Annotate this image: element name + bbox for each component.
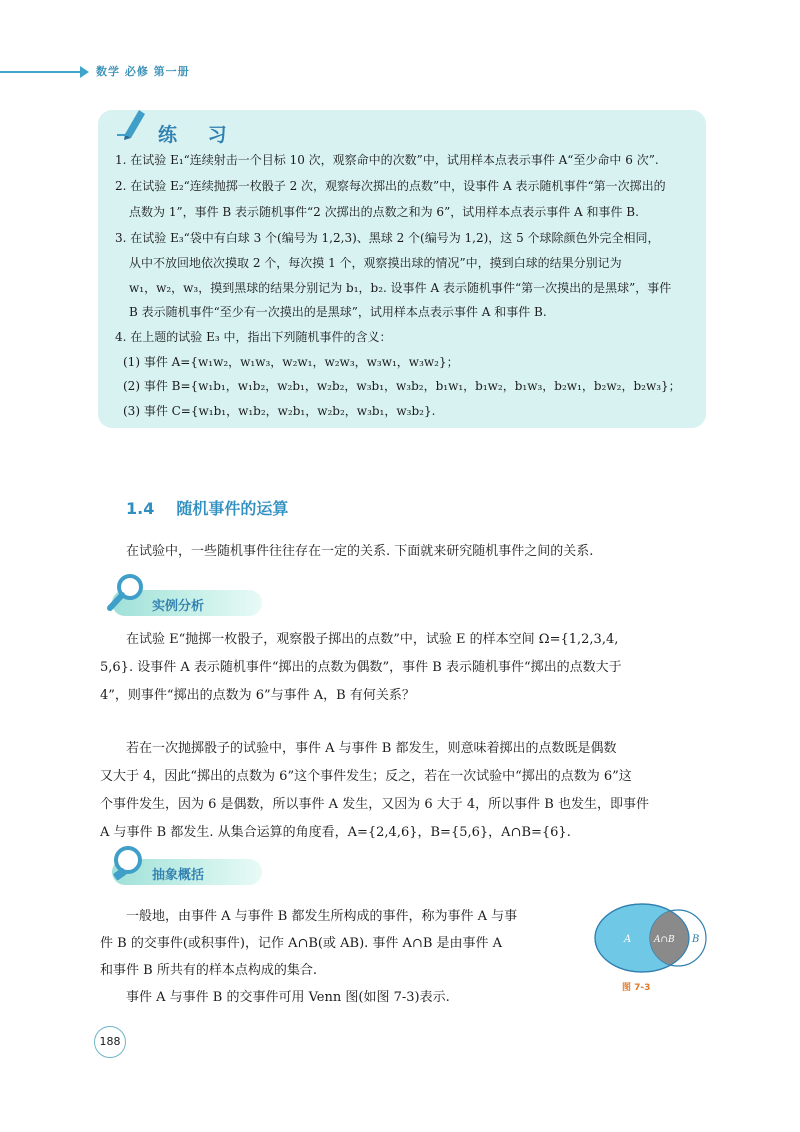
example-line: 5,6}. 设事件 A 表示随机事件“掷出的点数为偶数”，事件 B 表示随机事件“掷出的点数大于 [100,660,622,675]
venn-diagram [592,898,716,978]
magnifier-icon [104,570,148,614]
exercise-line: w₁，w₂，w₃，摸到黑球的结果分别记为 b₁，b₂. 设事件 A 表示随机事件“第一次摸出的是黑球”，事件 [129,281,672,295]
analysis-line: 若在一次抛掷骰子的试验中，事件 A 与事件 B 都发生，则意味着掷出的点数既是偶数 [126,741,617,756]
definition-line: 和事件 B 所共有的样本点构成的集合. [100,963,317,978]
definition-line: 一般地，由事件 A 与事件 B 都发生所构成的事件，称为事件 A 与事 [126,909,518,924]
page-number: 188 [94,1026,126,1058]
section-heading [126,496,310,519]
example-line: 在试验 E“抛掷一枚骰子，观察骰子掷出的点数”中，试验 E 的样本空间 Ω={1,2,3,4, [126,632,619,647]
example-line: 4”，则事件“掷出的点数为 6”与事件 A，B 有何关系？ [100,688,415,703]
intro-paragraph: 在试验中，一些随机事件往往存在一定的关系. 下面就来研究随机事件之间的关系. [126,544,594,559]
definition-line: 事件 A 与事件 B 的交事件可用 Venn 图(如图 7-3)表示. [126,990,450,1005]
venn-label-b: B [692,934,700,945]
pen-icon [115,104,151,140]
exercise-line: (2) 事件 B={w₁b₁，w₁b₂，w₂b₁，w₂b₂，w₃b₁，w₃b₂，b₁w₁，b₁w₂，b₁w₃，b₂w₁，b₂w₂，b₂w₃}； [123,379,681,393]
exercise-line: 从中不放回地依次摸取 2 个，每次摸 1 个，观察摸出球的情况”中，摸到白球的结果分别记为 [129,256,622,270]
exercise-line: 3. 在试验 E₃“袋中有白球 3 个(编号为 1,2,3)、黑球 2 个(编号为 1,2)，这 5 个球除颜色外完全相同， [115,231,660,245]
exercise-line: 1. 在试验 E₁“连续射击一个目标 10 次，观察命中的次数”中，试用样本点表示事件 A“至少命中 6 次”. [115,153,659,167]
exercise-line: (3) 事件 C={w₁b₁，w₁b₂，w₂b₁，w₂b₂，w₃b₁，w₃b₂}. [123,404,436,418]
exercise-line: 4. 在上题的试验 E₃ 中，指出下列随机事件的含义： [115,330,392,344]
figure-caption: 图 7-3 [622,983,651,993]
exercise-line: 2. 在试验 E₂“连续抛掷一枚骰子 2 次，观察每次掷出的点数”中，设事件 A 表示随机事件“第一次掷出的 [115,179,666,193]
exercise-line: 点数为 1”，事件 B 表示随机事件“2 次掷出的点数之和为 6”，试用样本点表示事件 A 和事件 B. [129,205,639,219]
venn-label-ab: A∩B [654,935,675,945]
section-title: 随机事件的运算 [176,499,289,518]
header-arrow-icon [80,66,89,78]
analysis-line: 个事件发生，因为 6 是偶数，所以事件 A 发生，又因为 6 大于 4，所以事件 B 也发生，即事件 [100,797,649,812]
example-label: 实例分析 [152,599,205,614]
lightbulb-icon [104,842,148,886]
section-number: 1.4 [126,499,155,518]
header-rule [0,71,82,73]
abstract-label: 抽象概括 [152,868,205,883]
exercise-line: B 表示随机事件“至少有一次摸出的是黑球”，试用样本点表示事件 A 和事件 B. [129,305,547,319]
running-title: 数学 必修 第一册 [96,65,190,78]
definition-line: 件 B 的交事件(或积事件)，记作 A∩B(或 AB). 事件 A∩B 是由事件 A [100,936,503,951]
venn-label-a: A [624,934,632,945]
analysis-line: A 与事件 B 都发生. 从集合运算的角度看，A={2,4,6}，B={5,6}，A∩B={6}. [100,825,571,840]
analysis-line: 又大于 4，因此“掷出的点数为 6”这个事件发生；反之，若在一次试验中“掷出的点数为 6”这 [100,769,632,784]
exercise-title: 练 习 [158,124,239,146]
exercise-line: (1) 事件 A={w₁w₂，w₁w₃，w₂w₁，w₂w₃，w₃w₁，w₃w₂}； [123,355,459,369]
